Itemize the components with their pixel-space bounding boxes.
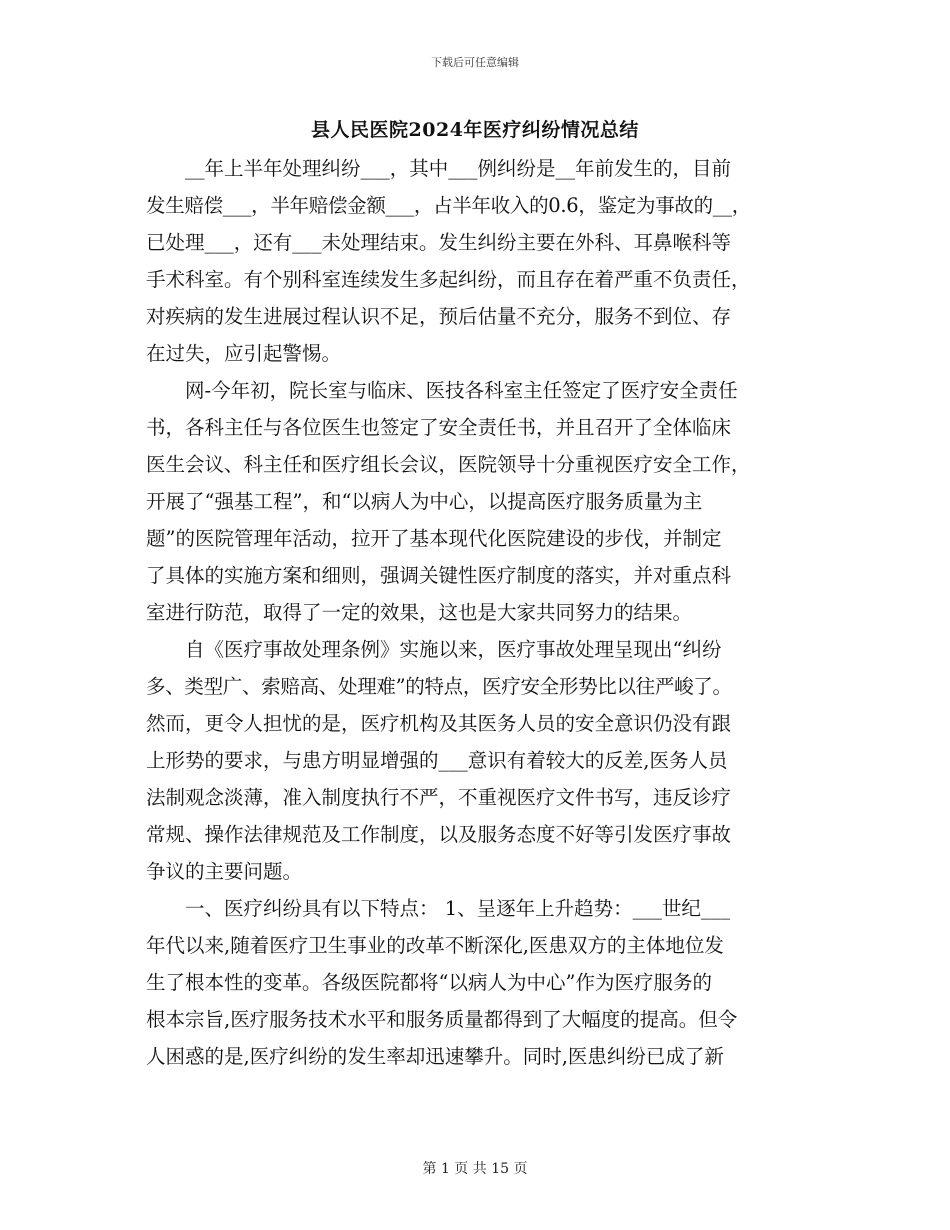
text-line: 手术科室。有个别科室连续发生多起纠纷，而且存在着严重不负责任， bbox=[146, 268, 751, 291]
text-line: 一、医疗纠纷具有以下特点： 1、呈逐年上升趋势：___世纪___ bbox=[185, 897, 731, 920]
text-line: 网-今年初，院长室与临床、医技各科室主任签定了医疗安全责任 bbox=[185, 379, 738, 402]
text-line: 在过失，应引起警惕。 bbox=[146, 342, 342, 365]
text-line: 室进行防范，取得了一定的效果，这也是大家共同努力的结果。 bbox=[146, 601, 693, 624]
text-line: 医生会议、科主任和医疗组长会议，医院领导十分重视医疗安全工作， bbox=[146, 453, 751, 476]
text-line: 开展了“强基工程”，和“以病人为中心，以提高医疗服务质量为主 bbox=[146, 490, 703, 513]
document-body bbox=[146, 150, 810, 1075]
text-line: __年上半年处理纠纷___，其中___例纠纷是__年前发生的，目前 bbox=[185, 157, 732, 180]
text-line: 常规、操作法律规范及工作制度，以及服务态度不好等引发医疗事故 bbox=[146, 823, 732, 846]
text-line: 法制观念淡薄，准入制度执行不严，不重视医疗文件书写，违反诊疗 bbox=[146, 786, 732, 809]
text-line: 然而，更令人担忧的是，医疗机构及其医务人员的安全意识仍没有跟 bbox=[146, 712, 732, 735]
text-line: 书，各科主任与各位医生也签定了安全责任书，并且召开了全体临床 bbox=[146, 416, 732, 439]
page-footer: 第 1 页 共 15 页 bbox=[422, 1161, 528, 1177]
text-line: 上形势的要求，与患方明显增强的___意识有着较大的反差,医务人员 bbox=[146, 749, 728, 772]
text-line: 生了根本性的变革。各级医院都将“以病人为中心”作为医疗服务的 bbox=[146, 971, 712, 994]
text-line: 根本宗旨,医疗服务技术水平和服务质量都得到了大幅度的提高。但令 bbox=[146, 1008, 738, 1031]
text-line: 争议的主要问题。 bbox=[146, 860, 303, 883]
text-line: 年代以来,随着医疗卫生事业的改革不断深化,医患双方的主体地位发 bbox=[146, 934, 724, 957]
text-line: 多、类型广、索赔高、处理难”的特点，医疗安全形势比以往严峻了。 bbox=[146, 675, 732, 698]
text-line: 已处理___，还有___未处理结束。发生纠纷主要在外科、耳鼻喉科等 bbox=[146, 231, 732, 254]
header-note: 下载后可任意编辑 bbox=[431, 56, 519, 69]
text-line: 自《医疗事故处理条例》实施以来，医疗事故处理呈现出“纠纷 bbox=[185, 638, 722, 661]
text-line: 对疾病的发生进展过程认识不足，预后估量不充分，服务不到位、存 bbox=[146, 305, 732, 328]
text-line: 发生赔偿___，半年赔偿金额___，占半年收入的0.6，鉴定为事故的__， bbox=[146, 194, 751, 217]
text-line: 人困惑的是,医疗纠纷的发生率却迅速攀升。同时,医患纠纷已成了新 bbox=[146, 1045, 724, 1068]
document-title: 县人民医院2024年医疗纠纷情况总结 bbox=[311, 119, 639, 141]
text-line: 题”的医院管理年活动，拉开了基本现代化医院建设的步伐，并制定 bbox=[146, 527, 722, 550]
text-line: 了具体的实施方案和细则，强调关键性医疗制度的落实，并对重点科 bbox=[146, 564, 732, 587]
